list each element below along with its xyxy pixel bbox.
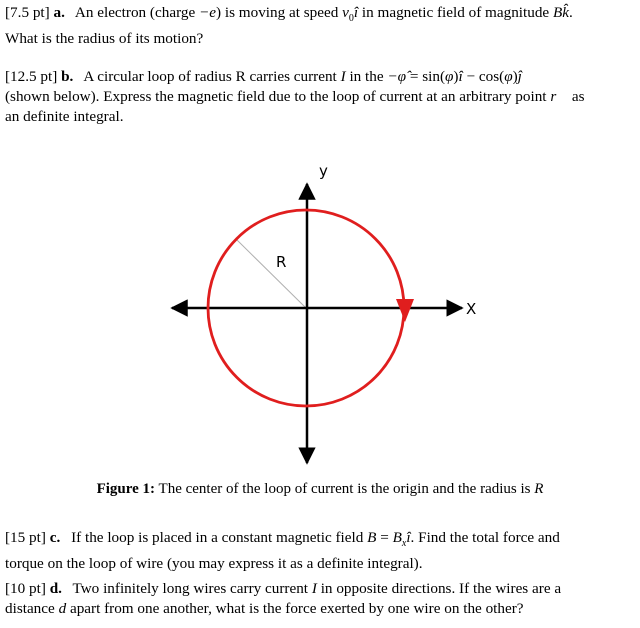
part-b-line-2b: as xyxy=(568,88,585,105)
part-c-text-2: . Find the total force and xyxy=(410,529,560,546)
charge-symbol: −e xyxy=(199,4,216,21)
caption-text: The center of the loop of current is the origin and the radius is xyxy=(155,481,535,497)
part-b-text-5: − cos( xyxy=(462,68,505,85)
part-c-points: [15 pt] xyxy=(5,529,46,546)
part-b-text-1: A circular loop of radius R carries current xyxy=(83,68,341,85)
current-symbol-d: I xyxy=(311,580,317,597)
question-part-b: [12.5 pt] b. A circular loop of radius R carries current I in the −φ̂ = sin(φ)î − cos(φ)ĵ (shown below). Express the magnetic field due to the loop of current at an arbitrary point r⃗ as an definite integral. xyxy=(5,67,634,127)
part-a-text-1: An electron (charge xyxy=(74,4,199,21)
part-b-line-3: an definite integral. xyxy=(5,108,124,125)
phi-symbol: φ xyxy=(445,68,454,85)
radius-line xyxy=(237,240,306,308)
part-d-text-2: in opposite directions. If the wires are a xyxy=(316,580,562,597)
field-magnitude-symbol: B xyxy=(552,4,563,21)
phi-hat-symbol: −φ̂ xyxy=(387,68,407,85)
part-a-label: a. xyxy=(53,4,65,21)
part-c-label: c. xyxy=(49,529,61,546)
caption-label: Figure 1: xyxy=(96,481,156,497)
part-a-points: [7.5 pt] xyxy=(5,4,50,21)
part-a-text-2: ) is moving at speed xyxy=(216,4,343,21)
part-b-text-6: ) xyxy=(512,68,518,85)
speed-subscript: 0 xyxy=(348,13,354,25)
field-Bx-symbol: B xyxy=(392,529,402,546)
speed-symbol: v xyxy=(342,4,349,21)
question-part-c: [15 pt] c. If the loop is placed in a constant magnetic field $B = B_xî$. Find the total force and torque on the loop of wire (you may express it as a definite integral). xyxy=(5,528,634,574)
distance-symbol: d xyxy=(58,600,67,617)
part-d-text-1: Two infinitely long wires carry current xyxy=(72,580,312,597)
current-direction-arrow xyxy=(396,299,414,322)
part-d-points: [10 pt] xyxy=(5,580,46,597)
equals-sign: = xyxy=(376,529,393,546)
position-vector-r: r⃗ xyxy=(550,88,569,105)
question-part-d xyxy=(5,579,634,619)
part-b-text-3: = sin( xyxy=(406,68,446,85)
unit-vector-j: ĵ xyxy=(517,68,522,85)
part-a-question: What is the radius of its motion? xyxy=(5,30,204,48)
unit-vector-k: k̂ xyxy=(562,4,569,21)
current-symbol: I xyxy=(340,68,346,85)
part-b-line-2a: (shown below). Express the magnetic field due to the loop of current at an arbitrary point xyxy=(5,88,551,105)
caption-variable: R xyxy=(534,481,544,497)
part-a-text-4: . xyxy=(569,4,573,21)
part-b-label: b. xyxy=(61,68,74,85)
part-a-text-3: in magnetic field of magnitude xyxy=(358,4,553,21)
y-axis-label: y xyxy=(319,162,328,180)
part-c-text-1: If the loop is placed in a constant magnetic field xyxy=(71,529,368,546)
field-B-symbol: B xyxy=(367,529,377,546)
part-b-text-2: in the xyxy=(345,68,388,85)
part-d-line-2b: apart from one another, what is the force exerted by one wire on the other? xyxy=(66,600,524,617)
part-b-points: [12.5 pt] xyxy=(5,68,58,85)
part-c-line-2: torque on the loop of wire (you may express it as a definite integral). xyxy=(5,555,423,573)
unit-vector-i: î xyxy=(353,4,359,21)
part-d-line-2a: distance xyxy=(5,600,59,617)
figure-caption xyxy=(0,479,640,499)
part-b-text-4: ) xyxy=(453,68,459,85)
radius-label: R xyxy=(276,253,287,271)
x-axis-label: X xyxy=(466,300,477,318)
part-d-label: d. xyxy=(49,580,62,597)
field-Bx-subscript: x xyxy=(401,538,407,550)
